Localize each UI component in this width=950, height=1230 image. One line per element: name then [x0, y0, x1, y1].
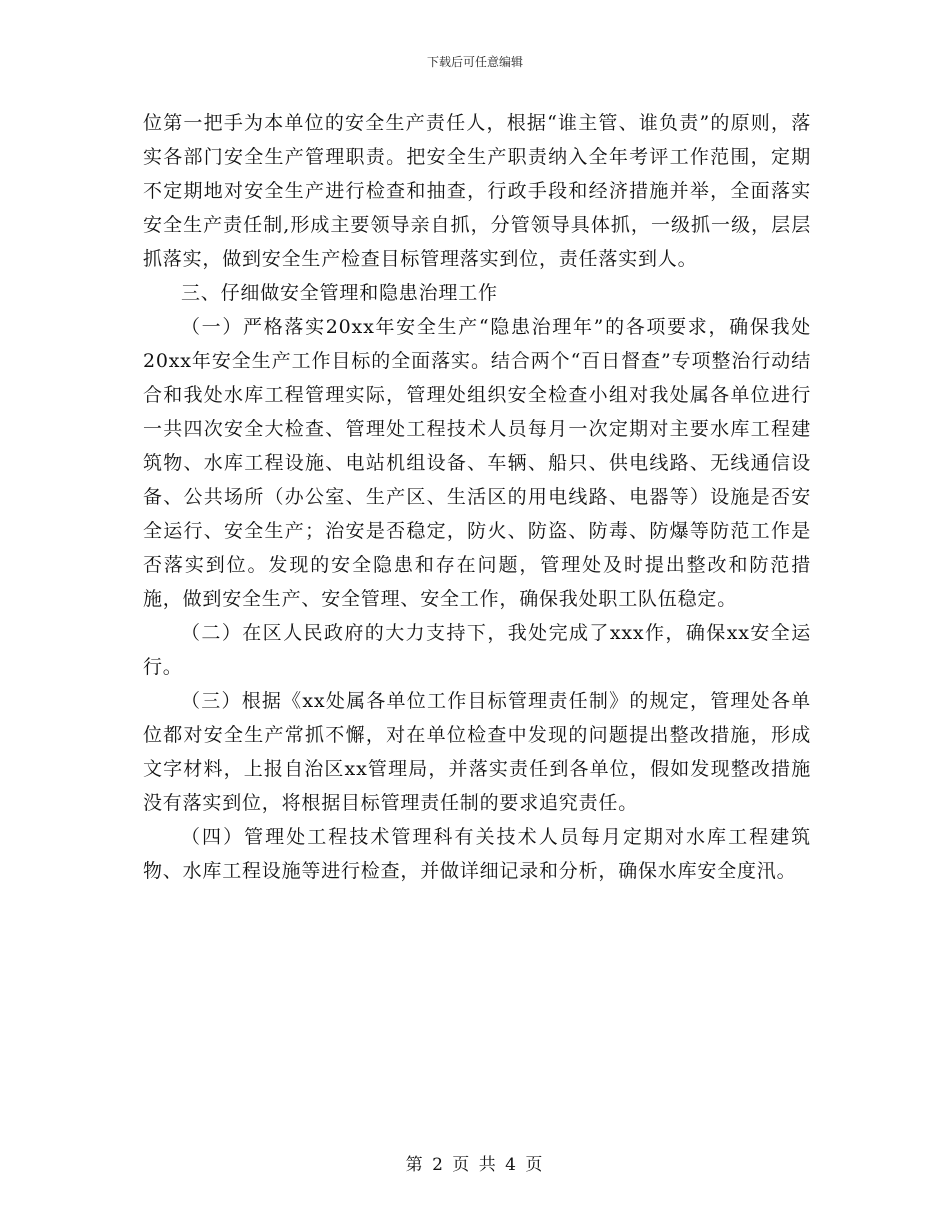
paragraph-item-2: （二）在区人民政府的大力支持下，我处完成了xxx作，确保xx安全运行。	[143, 622, 811, 678]
paragraph-item-4: （四）管理处工程技术管理科有关技术人员每月定期对水库工程建筑物、水库工程设施等进行检查，并做详细记录和分析，确保水库安全度汛。	[143, 826, 811, 882]
paragraph-item-1: （一）严格落实20xx年安全生产“隐患治理年”的各项要求，确保我处20xx年安全生产工作目标的全面落实。结合两个“百日督查”专项整治行动结合和我处水库工程管理实际，管理处组织安全检查小组对我处属各单位进行一共四次安全大检查、管理处工程技术人员每月一次定期对主要水库工程建筑物、水库工程设施、电站机组设备、车辆、船只、供电线路、无线通信设备、公共场所（办公室、生产区、生活区的用电线路、电器等）设施是否安全运行、安全生产；治安是否稳定，防火、防盗、防毒、防爆等防范工作是否落实到位。发现的安全隐患和存在问题，管理处及时提出整改和防范措施，做到安全生产、安全管理、安全工作，确保我处职工队伍稳定。	[143, 316, 811, 610]
paragraph-item-3: （三）根据《xx处属各单位工作目标管理责任制》的规定，管理处各单位都对安全生产常抓不懈，对在单位检查中发现的问题提出整改措施，形成文字材料，上报自治区xx管理局，并落实责任到各单位，假如发现整改措施没有落实到位，将根据目标管理责任制的要求追究责任。	[143, 690, 811, 814]
page-number: 第 2 页 共 4 页	[405, 1155, 545, 1175]
paragraph-continuation: 位第一把手为本单位的安全生产责任人，根据“谁主管、谁负责”的原则，落实各部门安全生产管理职责。把安全生产职责纳入全年考评工作范围，定期不定期地对安全生产进行检查和抽查，行政手段和经济措施并举，全面落实安全生产责任制,形成主要领导亲自抓，分管领导具体抓，一级抓一级，层层抓落实，做到安全生产检查目标管理落实到位，责任落实到人。	[143, 112, 811, 270]
section-heading: 三、仔细做安全管理和隐患治理工作	[181, 282, 498, 304]
page-header: 下载后可任意编辑	[426, 55, 523, 69]
document-body	[143, 106, 811, 888]
